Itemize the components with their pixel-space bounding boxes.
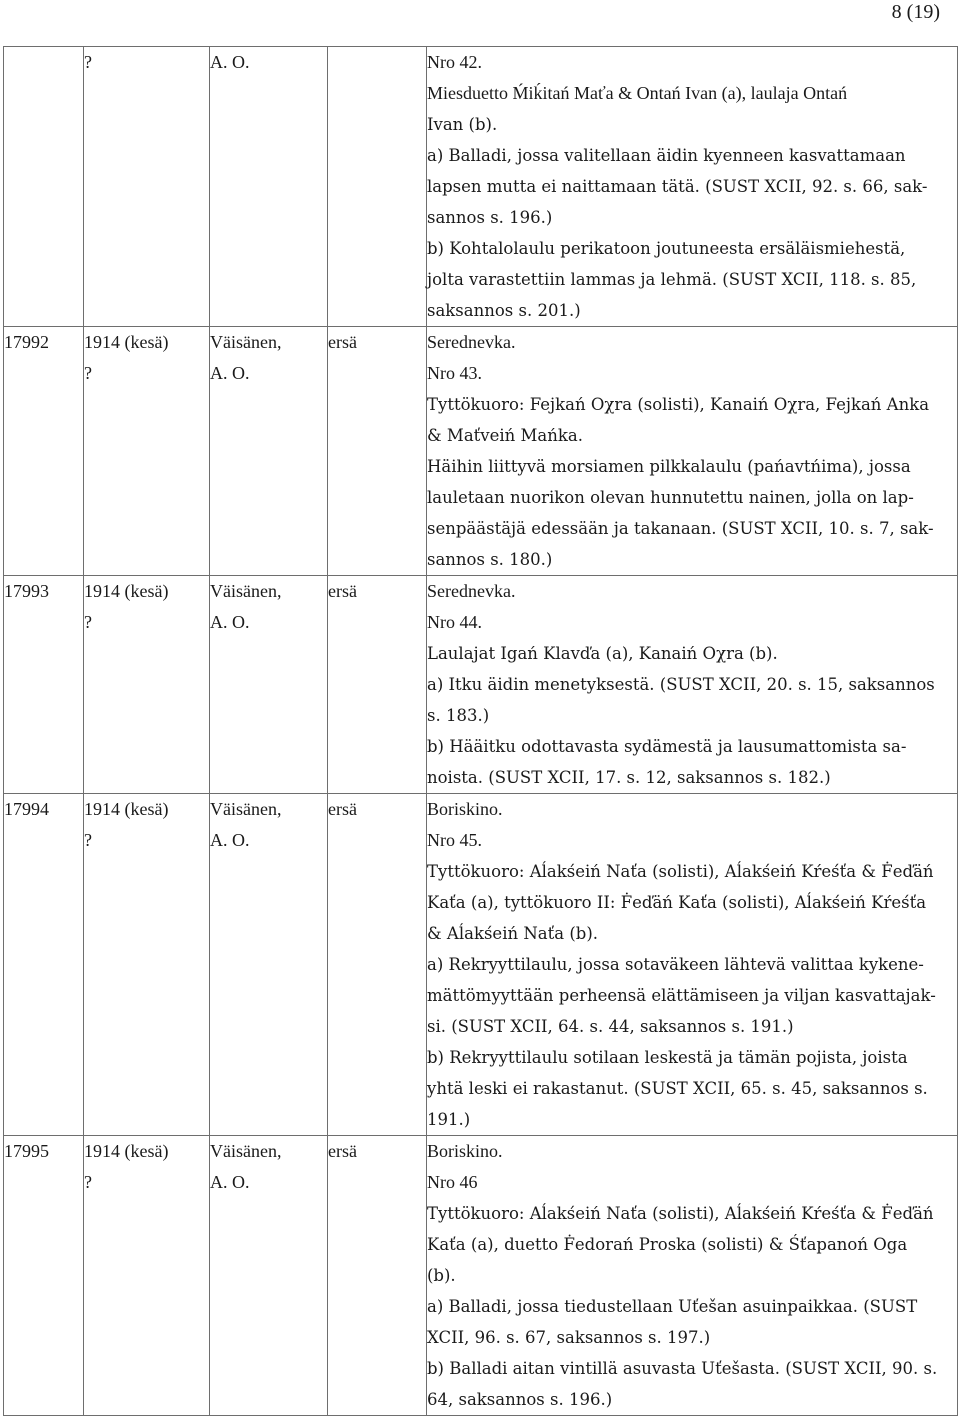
description-line: 191.) [427,1110,471,1129]
description-line: si. (SUST XCII, 64. s. 44, saksannos s. 191.) [427,1017,794,1036]
collector-line: A. O. [210,363,250,383]
language: ersä [328,581,357,601]
collector-line: Väisänen, [210,581,282,601]
date-line: ? [84,363,92,383]
record-number-cell [4,794,84,1136]
description-line: Nro 45. [427,830,482,850]
collector-line: A. O. [210,830,250,850]
description-line: a) Itku äidin menetyksestä. (SUST XCII, 20. s. 15, saksannos [427,675,935,694]
record-number: 17992 [4,332,49,352]
collector-cell [210,576,328,794]
collector-line: Väisänen, [210,1141,282,1161]
language: ersä [328,799,357,819]
table-row [4,327,958,576]
description-line: mättömyyttään perheensä elättämiseen ja viljan kasvattajak- [427,986,936,1005]
description-line: XCII, 96. s. 67, saksannos s. 197.) [427,1328,711,1347]
description-line: & Aĺakśeiń Naťa (b). [427,924,599,943]
collector-cell [210,327,328,576]
collector-cell [210,1136,328,1416]
description-line: sannos s. 196.) [427,208,553,227]
description-line: Kaťa (a), duetto Ḟedorań Proska (solisti) & Śťapanoń Oga [427,1235,908,1254]
description-line: Kaťa (a), tyttökuoro II: Ḟeďäń Kaťa (solisti), Aĺakśeiń Kŕeśťa [427,893,927,912]
catalog-body [4,47,958,1416]
description-line: Tyttökuoro: Fejkań Oχra (solisti), Kanaiń Oχra, Fejkań Anka [427,395,930,414]
catalog-table [3,46,958,1416]
description-line: s. 183.) [427,706,490,725]
description-line: Serednevka. [427,581,516,601]
description-line: senpäästäjä edessään ja takanaan. (SUST XCII, 10. s. 7, sak- [427,519,934,538]
date-cell [84,576,210,794]
description-line: a) Rekryyttilaulu, jossa sotaväkeen lähtevä valittaa kykene- [427,955,924,974]
description-line: Nro 42. [427,52,482,72]
description-cell [427,47,958,327]
record-number-cell [4,47,84,327]
record-number-cell [4,1136,84,1416]
date-line: 1914 (kesä) [84,581,169,601]
description-line: Boriskino. [427,1141,503,1161]
description-line: jolta varastettiin lammas ja lehmä. (SUST XCII, 118. s. 85, [427,270,917,289]
description-line: & Maťveiń Mańka. [427,426,583,445]
table-row [4,794,958,1136]
date-line: 1914 (kesä) [84,1141,169,1161]
date-cell [84,1136,210,1416]
description-line: saksannos s. 201.) [427,301,581,320]
record-number: 17993 [4,581,49,601]
collector-line: A. O. [210,1172,250,1192]
collector-line: Väisänen, [210,799,282,819]
table-row [4,1136,958,1416]
table-row [4,576,958,794]
description-line: b) Rekryyttilaulu sotilaan leskestä ja tämän pojista, joista [427,1048,908,1067]
collector-line: Väisänen, [210,332,282,352]
date-line: ? [84,830,92,850]
description-line: Nro 43. [427,363,482,383]
description-line: a) Balladi, jossa valitellaan äidin kyenneen kasvattamaan [427,146,906,165]
collector-line: A. O. [210,612,250,632]
description-line: Häihin liittyvä morsiamen pilkkalaulu (pańavtńima), jossa [427,457,911,476]
date-line: ? [84,52,92,72]
language: ersä [328,1141,357,1161]
description-line: Boriskino. [427,799,503,819]
description-line: a) Balladi, jossa tiedustellaan Uťešan asuinpaikkaa. (SUST [427,1297,918,1316]
description-cell [427,327,958,576]
date-line: ? [84,612,92,632]
description-line: (b). [427,1266,456,1285]
language: ersä [328,332,357,352]
record-number: 17995 [4,1141,49,1161]
description-line: Miesduetto Ḿiḱitań Maťa & Ontań Ivan (a), laulaja Ontań [427,83,848,103]
record-number-cell [4,576,84,794]
description-line: noista. (SUST XCII, 17. s. 12, saksannos s. 182.) [427,768,831,787]
record-number-cell [4,327,84,576]
date-cell [84,47,210,327]
date-cell [84,794,210,1136]
description-line: yhtä leski ei rakastanut. (SUST XCII, 65. s. 45, saksannos s. [427,1079,928,1098]
language-cell [328,794,427,1136]
collector-cell [210,794,328,1136]
description-line: Nro 44. [427,612,482,632]
description-line: Tyttökuoro: Aĺakśeiń Naťa (solisti), Aĺakśeiń Kŕeśťa & Ḟeďäń [427,1204,934,1223]
language-cell [328,576,427,794]
description-line: b) Kohtalolaulu perikatoon joutuneesta ersäläismiehestä, [427,239,906,258]
table-row [4,47,958,327]
description-line: Laulajat Igań Klavďa (a), Kanaiń Oχra (b). [427,644,778,663]
date-line: ? [84,1172,92,1192]
description-line: 64, saksannos s. 196.) [427,1390,613,1409]
description-line: sannos s. 180.) [427,550,553,569]
description-cell [427,576,958,794]
description-line: Serednevka. [427,332,516,352]
date-cell [84,327,210,576]
description-line: b) Balladi aitan vintillä asuvasta Uťešasta. (SUST XCII, 90. s. [427,1359,938,1378]
date-line: 1914 (kesä) [84,799,169,819]
collector-line: A. O. [210,52,250,72]
language-cell [328,1136,427,1416]
description-cell [427,1136,958,1416]
page-number: 8 (19) [891,1,940,23]
description-line: lapsen mutta ei naittamaan tätä. (SUST XCII, 92. s. 66, sak- [427,177,928,196]
language-cell [328,327,427,576]
description-line: b) Hääitku odottavasta sydämestä ja lausumattomista sa- [427,737,907,756]
description-line: Nro 46 [427,1172,478,1192]
description-line: Tyttökuoro: Aĺakśeiń Naťa (solisti), Aĺakśeiń Kŕeśťa & Ḟeďäń [427,862,934,881]
description-line: lauletaan nuorikon olevan hunnutettu nainen, jolla on lap- [427,488,914,507]
record-number: 17994 [4,799,49,819]
description-line: Ivan (b). [427,115,498,134]
language-cell [328,47,427,327]
date-line: 1914 (kesä) [84,332,169,352]
collector-cell [210,47,328,327]
description-cell [427,794,958,1136]
